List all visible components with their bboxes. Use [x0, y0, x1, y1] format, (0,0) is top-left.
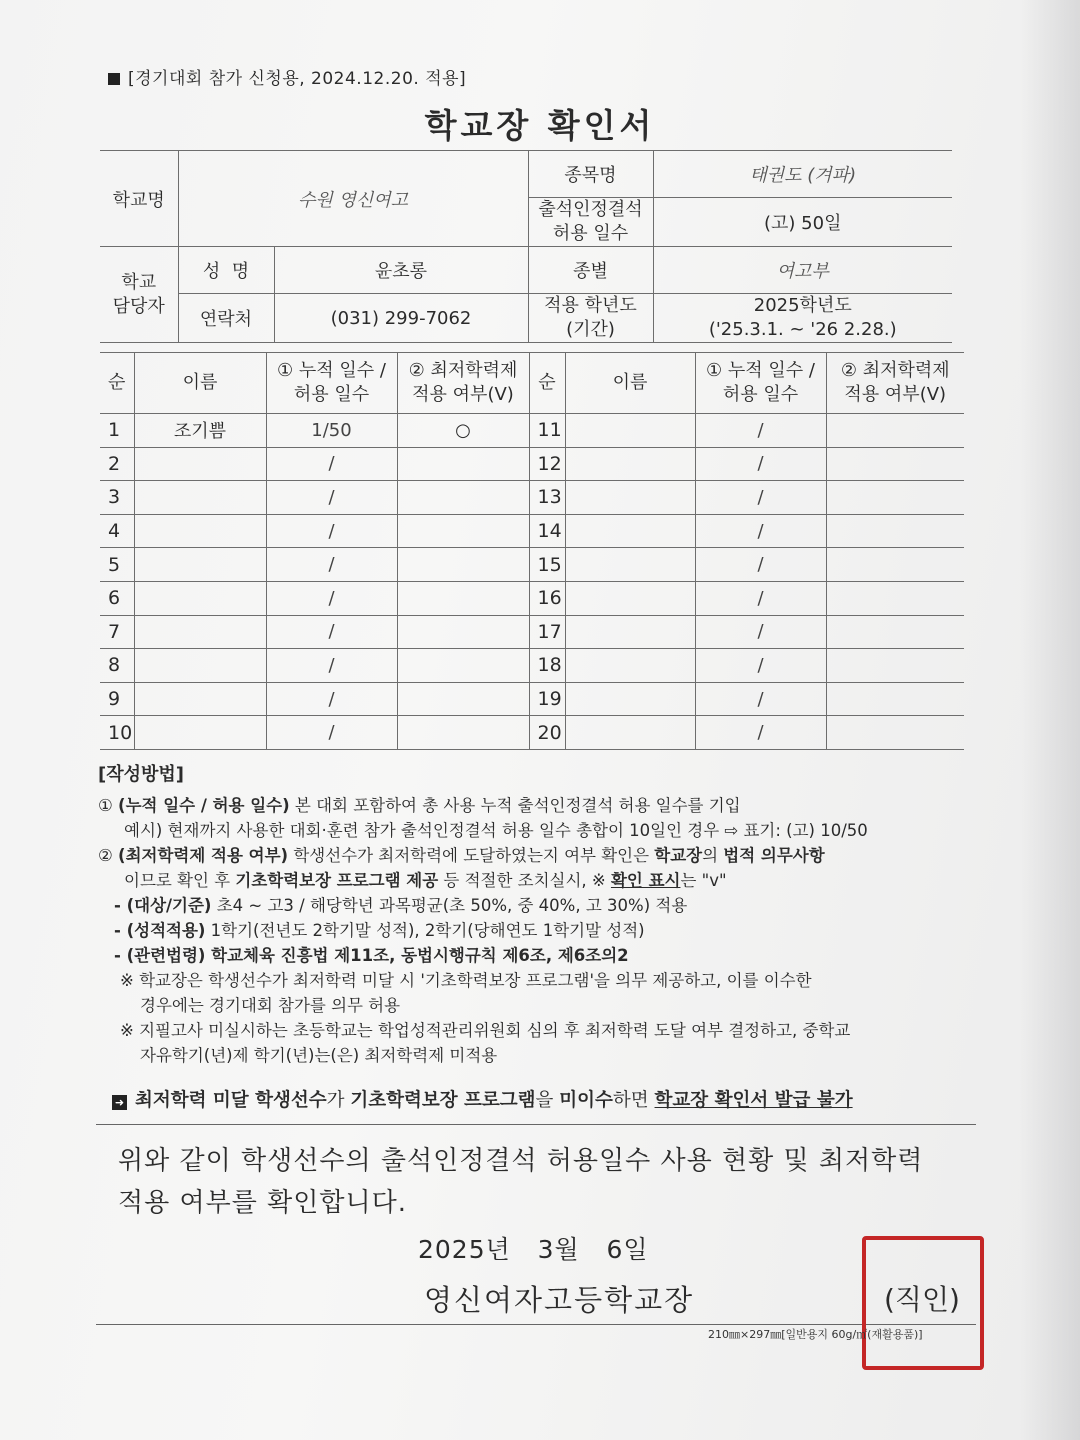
category-label: 종별 — [528, 247, 653, 294]
roster-min — [397, 649, 529, 683]
roster-days: / — [695, 514, 826, 548]
table-row — [100, 682, 964, 716]
roster-days: / — [695, 481, 826, 515]
school-label: 학교명 — [100, 151, 178, 247]
roster-table — [100, 352, 964, 750]
special-note-2: ※ 지필고사 미실시하는 초등학교는 학업성적관리위원회 심의 후 최저학력 도달 여부 결정하고, 중학교 — [120, 1021, 851, 1040]
roster-no: 13 — [529, 481, 565, 515]
roster-days: / — [695, 581, 826, 615]
roster-min — [826, 581, 964, 615]
info-table — [100, 150, 952, 343]
absence-value: (고) 50일 — [653, 198, 952, 247]
roster-min — [826, 649, 964, 683]
detail-grades: - (성적적용) 1학기(전년도 2학기말 성적), 2학기(당해연도 1학기말 성적) — [114, 921, 645, 940]
special-note-2-line2: 자유학기(년)제 학기(년)는(은) 최저학력제 미적용 — [140, 1046, 498, 1065]
roster-name: 조기쁨 — [134, 414, 266, 448]
roster-days: 1/50 — [266, 414, 397, 448]
roster-no: 8 — [100, 649, 134, 683]
roster-no: 10 — [100, 716, 134, 750]
header-min-2: ② 최저학력제 적용 여부(V) — [826, 353, 964, 414]
contact-value: (031) 299-7062 — [274, 294, 528, 343]
confirmation-statement: 위와 같이 학생선수의 출석인정결석 허용일수 사용 현황 및 최저학력 적용 여부를 확인합니다. — [118, 1146, 924, 1218]
roster-min — [826, 548, 964, 582]
roster-days: / — [695, 548, 826, 582]
roster-name — [134, 649, 266, 683]
roster-days: / — [266, 481, 397, 515]
instructions-title: [작성방법] — [98, 764, 185, 785]
roster-min — [826, 682, 964, 716]
roster-days: / — [266, 615, 397, 649]
roster-min — [397, 548, 529, 582]
roster-name — [565, 581, 695, 615]
header-note: [경기대회 참가 신청용, 2024.12.20. 적용] — [108, 64, 466, 89]
detail-law: - (관련법령) 학교체육 진흥법 제11조, 동법시행규칙 제6조, 제6조의2 — [114, 946, 629, 965]
principal-name: 영신여자고등학교장 — [424, 1283, 695, 1317]
roster-no: 2 — [100, 447, 134, 481]
table-row — [100, 481, 964, 515]
roster-name — [134, 615, 266, 649]
roster-days: / — [695, 682, 826, 716]
roster-min — [397, 514, 529, 548]
roster-min — [397, 481, 529, 515]
arrow-right-box-icon: ➜ — [112, 1095, 127, 1110]
issue-date: 2025년 3월 6일 — [418, 1235, 649, 1264]
roster-min: ○ — [397, 414, 529, 448]
roster-days: / — [695, 447, 826, 481]
roster-name — [565, 481, 695, 515]
year-value: 2025학년도 ('25.3.1. ~ '26 2.28.) — [653, 294, 952, 343]
roster-name — [565, 716, 695, 750]
roster-no: 4 — [100, 514, 134, 548]
roster-days: / — [266, 548, 397, 582]
instructions-section — [98, 762, 978, 1068]
header-name-2: 이름 — [565, 353, 695, 414]
roster-min — [397, 682, 529, 716]
header-days: ① 누적 일수 / 허용 일수 — [266, 353, 397, 414]
roster-name — [565, 414, 695, 448]
header-no-2: 순 — [529, 353, 565, 414]
year-label: 적용 학년도 (기간) — [528, 294, 653, 343]
roster-name — [565, 649, 695, 683]
roster-no: 17 — [529, 615, 565, 649]
name-label: 성 명 — [178, 247, 274, 294]
school-value: 수원 영신여고 — [178, 151, 528, 247]
document-title: 학교장 확인서 — [424, 106, 656, 145]
paper-spec: 210㎜×297㎜[일반용지 60g/㎡(재활용품)] — [708, 1328, 923, 1341]
roster-no: 18 — [529, 649, 565, 683]
roster-min — [826, 414, 964, 448]
roster-no: 19 — [529, 682, 565, 716]
warning-banner: ➜ 최저학력 미달 학생선수가 기초학력보장 프로그램을 미이수하면 학교장 확인서 발급 불가 — [112, 1086, 853, 1112]
roster-no: 7 — [100, 615, 134, 649]
table-row — [100, 514, 964, 548]
roster-days: / — [695, 414, 826, 448]
table-row — [100, 581, 964, 615]
roster-no: 5 — [100, 548, 134, 582]
table-row — [100, 414, 964, 448]
table-row — [100, 716, 964, 750]
seal-label: (직인) — [884, 1283, 960, 1316]
event-label: 종목명 — [528, 151, 653, 198]
contact-label: 연락처 — [178, 294, 274, 343]
header-no: 순 — [100, 353, 134, 414]
roster-header-row — [100, 353, 964, 414]
absence-label: 출석인정결석 허용 일수 — [528, 198, 653, 247]
table-row — [100, 649, 964, 683]
roster-min — [397, 716, 529, 750]
roster-days: / — [266, 649, 397, 683]
roster-days: / — [266, 581, 397, 615]
roster-days: / — [266, 514, 397, 548]
roster-days: / — [695, 716, 826, 750]
roster-days: / — [266, 682, 397, 716]
header-min: ② 최저학력제 적용 여부(V) — [397, 353, 529, 414]
table-row — [100, 548, 964, 582]
note-2: ② (최저학력제 적용 여부) 학생선수가 최저학력에 도달하였는지 여부 확인은 학교장의 법적 의무사항 — [98, 846, 825, 865]
note-2-line2: 이므로 확인 후 기초학력보장 프로그램 제공 등 적절한 조치실시, ※ 확인 표시는 "v" — [124, 871, 727, 890]
roster-name — [565, 447, 695, 481]
event-value: 태권도 (겨파) — [653, 151, 952, 198]
table-row — [100, 615, 964, 649]
header-days-2: ① 누적 일수 / 허용 일수 — [695, 353, 826, 414]
roster-min — [826, 615, 964, 649]
roster-days: / — [695, 649, 826, 683]
roster-min — [826, 514, 964, 548]
roster-name — [134, 514, 266, 548]
name-value: 윤초롱 — [274, 247, 528, 294]
roster-name — [134, 581, 266, 615]
detail-target: - (대상/기준) 초4 ~ 고3 / 해당학년 과목평균(초 50%, 중 40%, 고 30%) 적용 — [114, 896, 688, 915]
roster-no: 15 — [529, 548, 565, 582]
roster-no: 20 — [529, 716, 565, 750]
roster-no: 11 — [529, 414, 565, 448]
roster-name — [134, 447, 266, 481]
roster-name — [134, 481, 266, 515]
roster-no: 12 — [529, 447, 565, 481]
note-1: ① (누적 일수 / 허용 일수) 본 대회 포함하여 총 사용 누적 출석인정결석 허용 일수를 기입 — [98, 796, 741, 815]
roster-min — [826, 481, 964, 515]
roster-min — [397, 581, 529, 615]
roster-min — [826, 716, 964, 750]
divider-bottom — [96, 1324, 976, 1325]
manager-label: 학교 담당자 — [100, 247, 178, 343]
roster-days: / — [695, 615, 826, 649]
roster-name — [565, 615, 695, 649]
roster-name — [134, 548, 266, 582]
roster-days: / — [266, 447, 397, 481]
table-row — [100, 447, 964, 481]
category-value: 여고부 — [653, 247, 952, 294]
header-name: 이름 — [134, 353, 266, 414]
roster-name — [565, 548, 695, 582]
roster-no: 1 — [100, 414, 134, 448]
roster-no: 16 — [529, 581, 565, 615]
roster-name — [565, 682, 695, 716]
roster-days: / — [266, 716, 397, 750]
special-note-1-line2: 경우에는 경기대회 참가를 의무 허용 — [140, 996, 401, 1015]
roster-no: 14 — [529, 514, 565, 548]
roster-no: 9 — [100, 682, 134, 716]
paper-shadow — [1020, 0, 1080, 1440]
roster-min — [397, 615, 529, 649]
roster-name — [134, 716, 266, 750]
note-1-example: 예시) 현재까지 사용한 대회·훈련 참가 출석인정결석 허용 일수 총합이 10일인 경우 ⇨ 표기: (고) 10/50 — [124, 821, 868, 840]
divider-top — [96, 1124, 976, 1125]
special-note-1: ※ 학교장은 학생선수가 최저학력 미달 시 '기초학력보장 프로그램'을 의무 제공하고, 이를 이수한 — [120, 971, 812, 990]
roster-name — [565, 514, 695, 548]
roster-name — [134, 682, 266, 716]
roster-min — [826, 447, 964, 481]
roster-no: 3 — [100, 481, 134, 515]
bullet-square-icon — [108, 73, 120, 85]
roster-min — [397, 447, 529, 481]
roster-no: 6 — [100, 581, 134, 615]
